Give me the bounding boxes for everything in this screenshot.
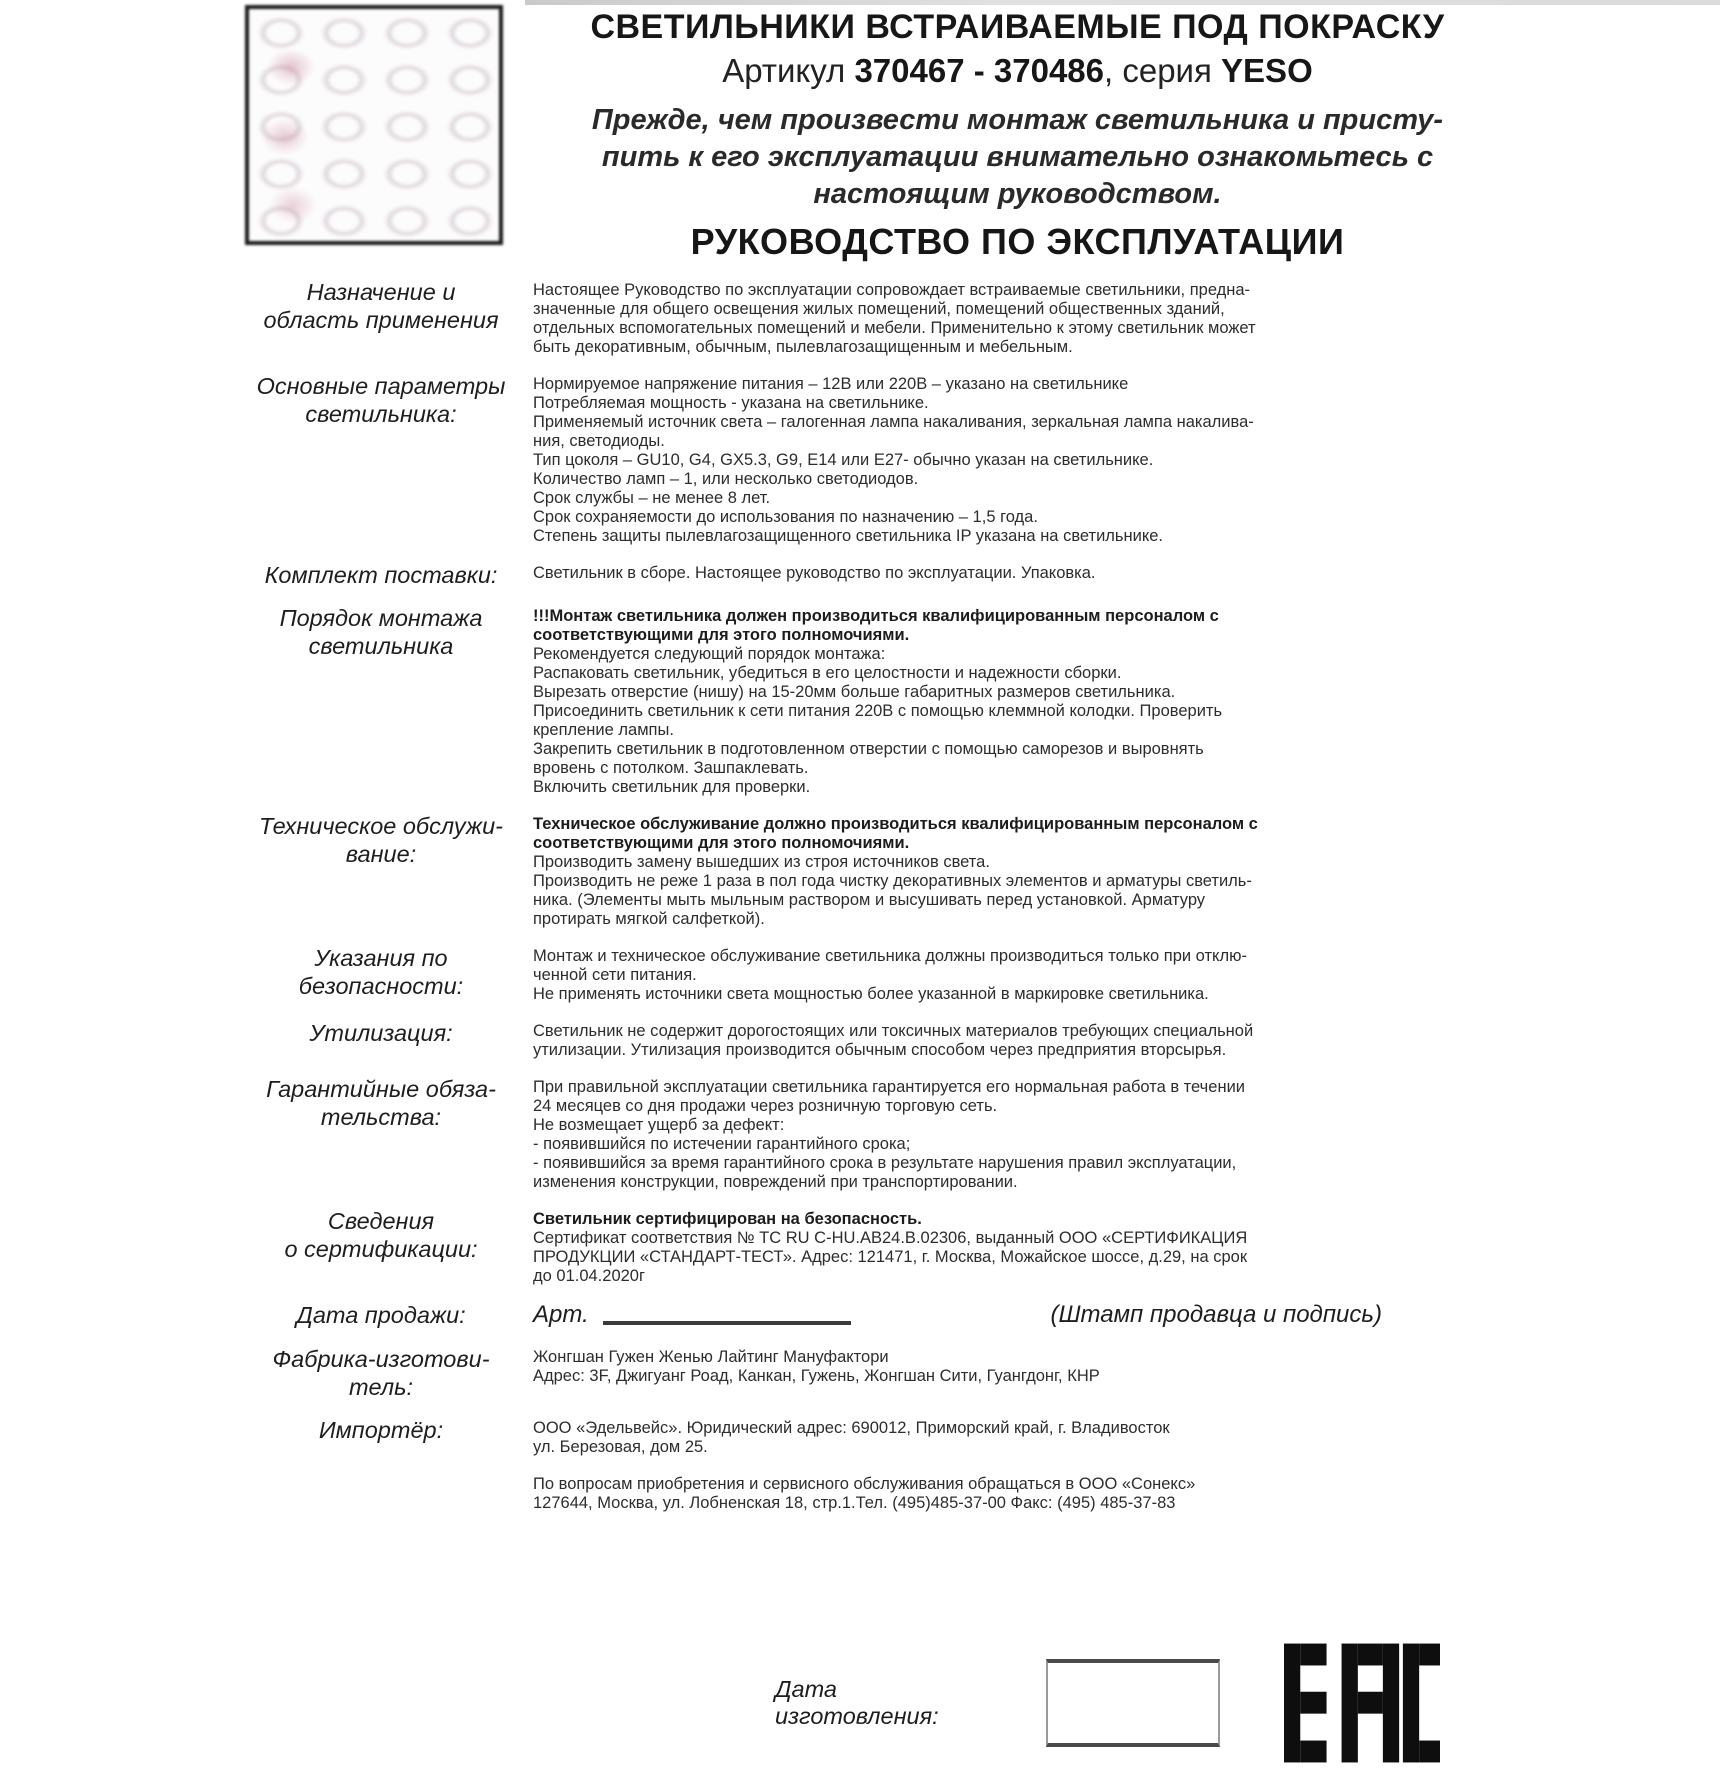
section-body-line: ника. (Элементы мыть мыльным раствором и высушивать перед установкой. Арматуру — [533, 891, 1206, 909]
section-body-line: Срок службы – не менее 8 лет. — [533, 489, 771, 507]
section-body-line: Не применять источники света мощностью более указанной в маркировке светильника. — [533, 985, 1209, 1003]
page-title: СВЕТИЛЬНИКИ ВСТРАИВАЕМЫЕ ПОД ПОКРАСКУ — [590, 8, 1445, 46]
section-body-line: Потребляемая мощность - указана на светильнике. — [533, 394, 929, 412]
section-body-line: Применяемый источник света – галогенная лампа накаливания, зеркальная лампа накалива- — [533, 413, 1254, 431]
section-label-line: Фабрика-изготови- — [272, 1346, 490, 1372]
section-label — [245, 811, 517, 929]
section — [245, 1018, 1440, 1060]
product-photo — [245, 5, 503, 245]
section-body-line: Производить не реже 1 раза в пол года чистку декоративных элементов и арматуры светиль- — [533, 872, 1252, 890]
section-body-line: Срок сохраняемости до использования по назначению – 1,5 года. — [533, 508, 1038, 526]
section-label-line: Техническое обслужи- — [259, 813, 503, 839]
manufacture-date-box — [1046, 1659, 1219, 1747]
section-label-line: Основные параметры — [256, 373, 506, 399]
section-body-line: Тип цоколя – GU10, G4, GX5.3, G9, Е14 или Е27- обычно указан на светильнике. — [533, 451, 1154, 469]
section-label-line: светильника — [308, 633, 454, 659]
section-label — [245, 603, 517, 797]
section — [245, 943, 1440, 1004]
article-blank-label: Арт. — [533, 1301, 589, 1328]
section-body-line: Включить светильник для проверки. — [533, 778, 811, 796]
section-body-line: соответствующими для этого полномочиями. — [533, 834, 910, 852]
section-label — [245, 1018, 517, 1060]
section-body-line: По вопросам приобретения и сервисного обслуживания обращаться в ООО «Сонекс» — [533, 1475, 1196, 1493]
section-label — [245, 1415, 517, 1457]
section-label-line: тель: — [348, 1374, 413, 1400]
section-body-line: ченной сети питания. — [533, 966, 697, 984]
section-body-line: утилизации. Утилизация производится обычным способом через предприятия вторсырья. — [533, 1041, 1227, 1059]
sale-date-row — [245, 1300, 1440, 1330]
notice-line: настоящим руководством. — [813, 178, 1222, 210]
section-body-line: Светильник не содержит дорогостоящих или токсичных материалов требующих специальной — [533, 1022, 1254, 1040]
doc-title: РУКОВОДСТВО ПО ЭКСПЛУАТАЦИИ — [690, 221, 1345, 262]
section-label — [245, 1344, 517, 1401]
section-label-line: светильника: — [305, 401, 457, 427]
section-body-line: 24 месяцев со дня продажи через розничную торговую сеть. — [533, 1097, 998, 1115]
section-body-line: - появившийся за время гарантийного срока в результате нарушения правил эксплуатации, — [533, 1154, 1237, 1172]
section-body-line: Жонгшан Гужен Женью Лайтинг Мануфактори — [533, 1348, 889, 1366]
section-body-line: Вырезать отверстие (нишу) на 15-20мм больше габаритных размеров светильника. — [533, 683, 1176, 701]
section — [245, 603, 1440, 797]
section — [245, 371, 1440, 546]
section-label-line: Импортёр: — [318, 1417, 444, 1443]
section-body — [533, 943, 1440, 1004]
section — [245, 1344, 1440, 1401]
section-body-line: до 01.04.2020г — [533, 1267, 645, 1285]
section-body-line: Сертификат соответствия № ТС RU C-HU.АВ24.В.02306, выданный ООО «СЕРТИФИКАЦИЯ — [533, 1229, 1248, 1247]
section-label — [245, 1471, 517, 1513]
series-name: YESO — [1221, 52, 1313, 89]
section-label-line: Дата продажи: — [296, 1302, 466, 1328]
notice-line: Прежде, чем произвести монтаж светильника и присту- — [591, 104, 1444, 136]
seller-stamp-note: (Штамп продавца и подпись) — [1050, 1301, 1382, 1328]
section-body — [533, 1415, 1440, 1457]
section-label-line: Назначение и — [306, 279, 456, 305]
section-body-line: Степень защиты пылевлагозащищенного светильника IP указана на светильнике. — [533, 527, 1164, 545]
section-body — [533, 371, 1440, 546]
section-label-line: безопасности: — [298, 973, 464, 999]
section-label-line: Порядок монтажа — [279, 605, 483, 631]
header — [0, 0, 1720, 263]
section-body-line: Не возмещает ущерб за дефект: — [533, 1116, 785, 1134]
section — [245, 277, 1440, 357]
section-label-line: тельства: — [320, 1104, 442, 1130]
section-body-line: 127644, Москва, ул. Лобненская 18, стр.1.Тел. (495)485-37-00 Факс: (495) 485-37-83 — [533, 1494, 1176, 1512]
section-body-line: Адрес: 3F, Джигуанг Роад, Канкан, Гужень, Жонгшан Сити, Гуангдонг, КНР — [533, 1367, 1100, 1385]
section-body-line: Рекомендуется следующий порядок монтажа: — [533, 645, 886, 663]
header-text — [530, 6, 1505, 263]
section-body-line: ПРОДУКЦИИ «СТАНДАРТ-ТЕСТ». Адрес: 121471, г. Москва, Можайское шоссе, д.29, на срок — [533, 1248, 1248, 1266]
section-body-line: быть декоративным, обычным, пылевлагозащищенным и мебельным. — [533, 338, 1073, 356]
section-body-line: Светильник в сборе. Настоящее руководство по эксплуатации. Упаковка. — [533, 564, 1096, 582]
section-label-line: Гарантийные обяза- — [266, 1076, 496, 1102]
series-prefix: , серия — [1104, 52, 1222, 89]
section-body-line: вровень с потолком. Зашпаклевать. — [533, 759, 809, 777]
sections-top — [245, 277, 1440, 1286]
section-label — [245, 1206, 517, 1286]
read-before-install-notice — [530, 102, 1505, 213]
section-body-line: Монтаж и техническое обслуживание светильника должны производиться только при отклю- — [533, 947, 1247, 965]
section-body-line: протирать мягкой салфеткой). — [533, 910, 765, 928]
section — [245, 560, 1440, 589]
section — [245, 811, 1440, 929]
sale-date-body — [533, 1300, 1440, 1330]
article-prefix: Артикул — [722, 52, 855, 89]
section-body-line: соответствующими для этого полномочиями. — [533, 626, 910, 644]
section — [245, 1415, 1440, 1457]
section-body — [533, 1074, 1440, 1192]
section-body — [533, 1018, 1440, 1060]
section-body — [533, 277, 1440, 357]
article-line — [530, 48, 1505, 94]
section-label-line: Комплект поставки: — [264, 562, 498, 588]
section — [245, 1206, 1440, 1286]
section-body — [533, 811, 1440, 929]
section-label-line: вание: — [345, 841, 417, 867]
section-body-line: Закрепить светильник в подготовленном отверстии с помощью саморезов и выровнять — [533, 740, 1204, 758]
article-range: 370467 - 370486 — [854, 52, 1105, 89]
section-body-line: отдельных вспомогательных помещений и мебели. Применительно к этому светильник может — [533, 319, 1256, 337]
section — [245, 1074, 1440, 1192]
section-label — [245, 1300, 517, 1330]
section-body-line: крепление лампы. — [533, 721, 674, 739]
section-body-line: ул. Березовая, дом 25. — [533, 1438, 708, 1456]
section-body-line: Нормируемое напряжение питания – 12В или 220В – указано на светильнике — [533, 375, 1129, 393]
section-label — [245, 371, 517, 546]
section-body-line: Техническое обслуживание должно производиться квалифицированным персоналом с — [533, 815, 1258, 833]
footer — [775, 1625, 1440, 1781]
section-body-line: Настоящее Руководство по эксплуатации сопровождает встраиваемые светильники, предна- — [533, 281, 1251, 299]
section-label — [245, 943, 517, 1004]
section-body — [533, 560, 1440, 589]
section-body-line: Производить замену вышедших из строя источников света. — [533, 853, 990, 871]
eac-logo — [1284, 1625, 1440, 1781]
sections-bottom — [245, 1344, 1440, 1513]
section-label-line: о сертификации: — [284, 1236, 478, 1262]
section-body-line: - появившийся по истечении гарантийного срока; — [533, 1135, 911, 1153]
section — [245, 1471, 1440, 1513]
article-blank-line — [603, 1321, 851, 1325]
section-body-line: !!!Монтаж светильника должен производиться квалифицированным персоналом с — [533, 607, 1219, 625]
section-body-line: При правильной эксплуатации светильника гарантируется его нормальная работа в течении — [533, 1078, 1246, 1096]
section-body — [533, 603, 1440, 797]
section-body-line: Присоединить светильник к сети питания 220В с помощью клеммной колодки. Проверить — [533, 702, 1223, 720]
section-body-line: Распаковать светильник, убедиться в его целостности и надежности сборки. — [533, 664, 1122, 682]
section-body — [533, 1471, 1440, 1513]
section-label-line: Указания по — [314, 945, 448, 971]
section-body — [533, 1206, 1440, 1286]
content — [245, 277, 1440, 1781]
section-body-line: значенные для общего освещения жилых помещений, помещений общественных зданий, — [533, 300, 1225, 318]
section-label-line: область применения — [263, 307, 499, 333]
notice-line: пить к его эксплуатации внимательно ознакомьтесь с — [601, 141, 1434, 173]
section-label — [245, 560, 517, 589]
section-body-line: изменения конструкции, повреждений при транспортировании. — [533, 1173, 1018, 1191]
section-label-line: Сведения — [327, 1208, 435, 1234]
section-body-line: Светильник сертифицирован на безопасность. — [533, 1210, 922, 1228]
manufacture-date-label: Дата изготовления: — [775, 1676, 939, 1729]
section-label — [245, 277, 517, 357]
section-body-line: ния, светодиоды. — [533, 432, 665, 450]
section-label-line: Утилизация: — [309, 1020, 453, 1046]
section-body-line: Количество ламп – 1, или несколько светодиодов. — [533, 470, 919, 488]
section-body-line: ООО «Эдельвейс». Юридический адрес: 690012, Приморский край, г. Владивосток — [533, 1419, 1170, 1437]
section-label — [245, 1074, 517, 1192]
section-body — [533, 1344, 1440, 1401]
